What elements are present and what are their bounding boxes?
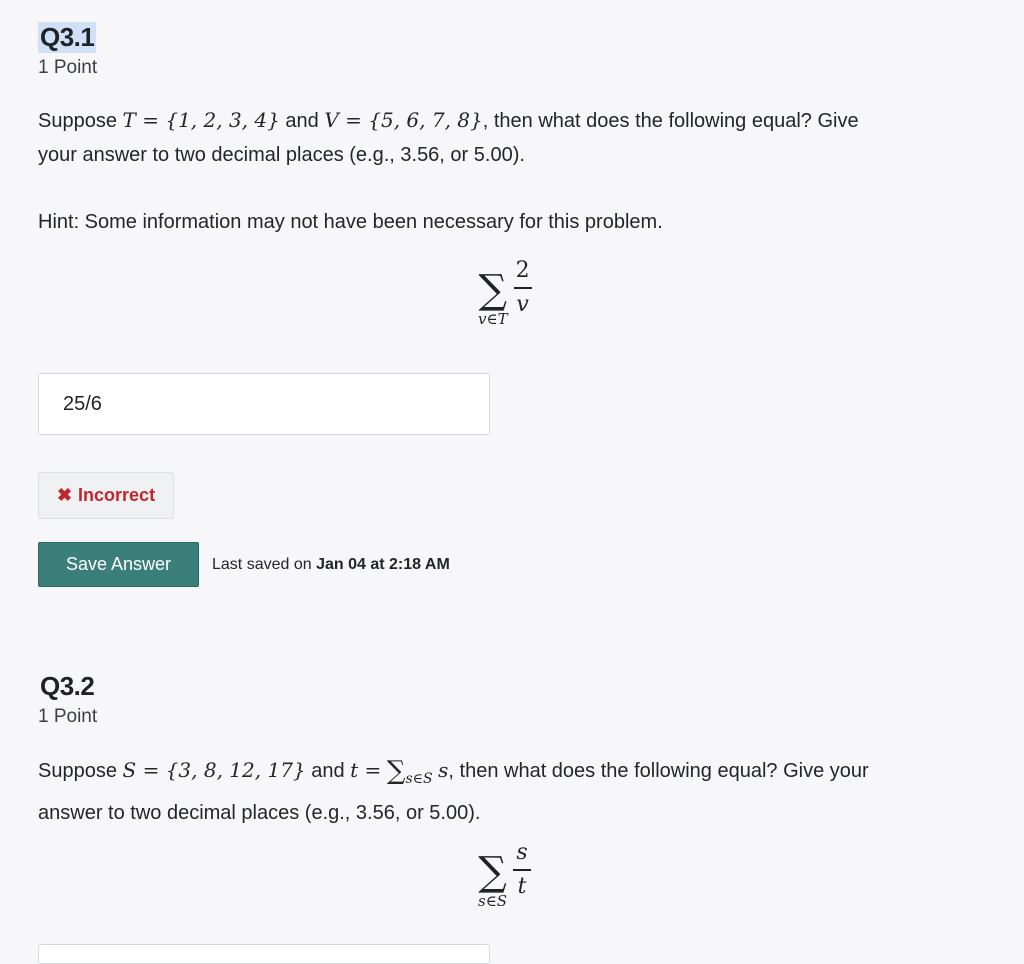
- prompt-text: answer to two decimal places (e.g., 3.56, or 5.00).: [38, 802, 481, 824]
- question-3-1: [38, 22, 988, 79]
- math-s: s: [438, 758, 449, 782]
- fraction: [514, 258, 532, 318]
- close-icon: ✖: [56, 485, 73, 505]
- question-points: 1 Point: [38, 57, 98, 78]
- question-3-2: [38, 671, 988, 728]
- question-prompt: [38, 753, 988, 830]
- prompt-text: , then what does the following equal? Give: [482, 110, 859, 132]
- fraction-numerator: 2: [515, 258, 530, 284]
- sum-subscript: v∈T: [478, 310, 508, 328]
- sum-subscript: s∈S: [478, 892, 508, 910]
- status-label: Incorrect: [78, 485, 156, 505]
- hint-text: Hint: Some information may not have been necessary for this problem.: [38, 211, 663, 233]
- fraction-denominator: t: [517, 873, 527, 899]
- math-set-v: V = {5, 6, 7, 8}: [324, 108, 483, 132]
- summation-formula: [478, 258, 532, 328]
- fraction: [513, 840, 531, 900]
- question-title: Q3.2: [40, 671, 95, 701]
- last-saved-prefix: Last saved on: [212, 556, 312, 573]
- question-title: Q3.1: [40, 22, 95, 52]
- fraction-denominator: v: [516, 291, 529, 317]
- fraction-bar: [514, 287, 532, 289]
- last-saved-text: [212, 556, 450, 574]
- summation-formula: [478, 840, 531, 910]
- question-prompt: [38, 103, 988, 172]
- question-points: 1 Point: [38, 706, 98, 727]
- prompt-text: your answer to two decimal places (e.g., 3.56, or 5.00).: [38, 144, 525, 166]
- answer-input[interactable]: [38, 944, 490, 964]
- answer-input[interactable]: [38, 373, 490, 435]
- prompt-text: Suppose: [38, 110, 117, 132]
- math-t-def: t =: [350, 758, 382, 782]
- save-answer-button[interactable]: Save Answer: [38, 542, 199, 587]
- math-set-s: S = {3, 8, 12, 17}: [122, 758, 306, 782]
- incorrect-badge: [38, 472, 174, 519]
- prompt-text: and: [285, 110, 319, 132]
- sum-subscript: s∈S: [405, 771, 433, 787]
- prompt-text: Suppose: [38, 760, 117, 782]
- math-set-t: T = {1, 2, 3, 4}: [122, 108, 280, 132]
- sigma-symbol: ∑: [386, 756, 406, 786]
- sigma-symbol: ∑: [478, 267, 508, 313]
- last-saved-time: Jan 04 at 2:18 AM: [316, 556, 450, 573]
- answer-value: 25/6: [63, 392, 102, 415]
- sigma-symbol: ∑: [478, 849, 507, 895]
- prompt-text: and: [311, 760, 345, 782]
- fraction-numerator: s: [516, 840, 528, 866]
- prompt-text: , then what does the following equal? Give your: [448, 760, 869, 782]
- fraction-bar: [513, 869, 531, 871]
